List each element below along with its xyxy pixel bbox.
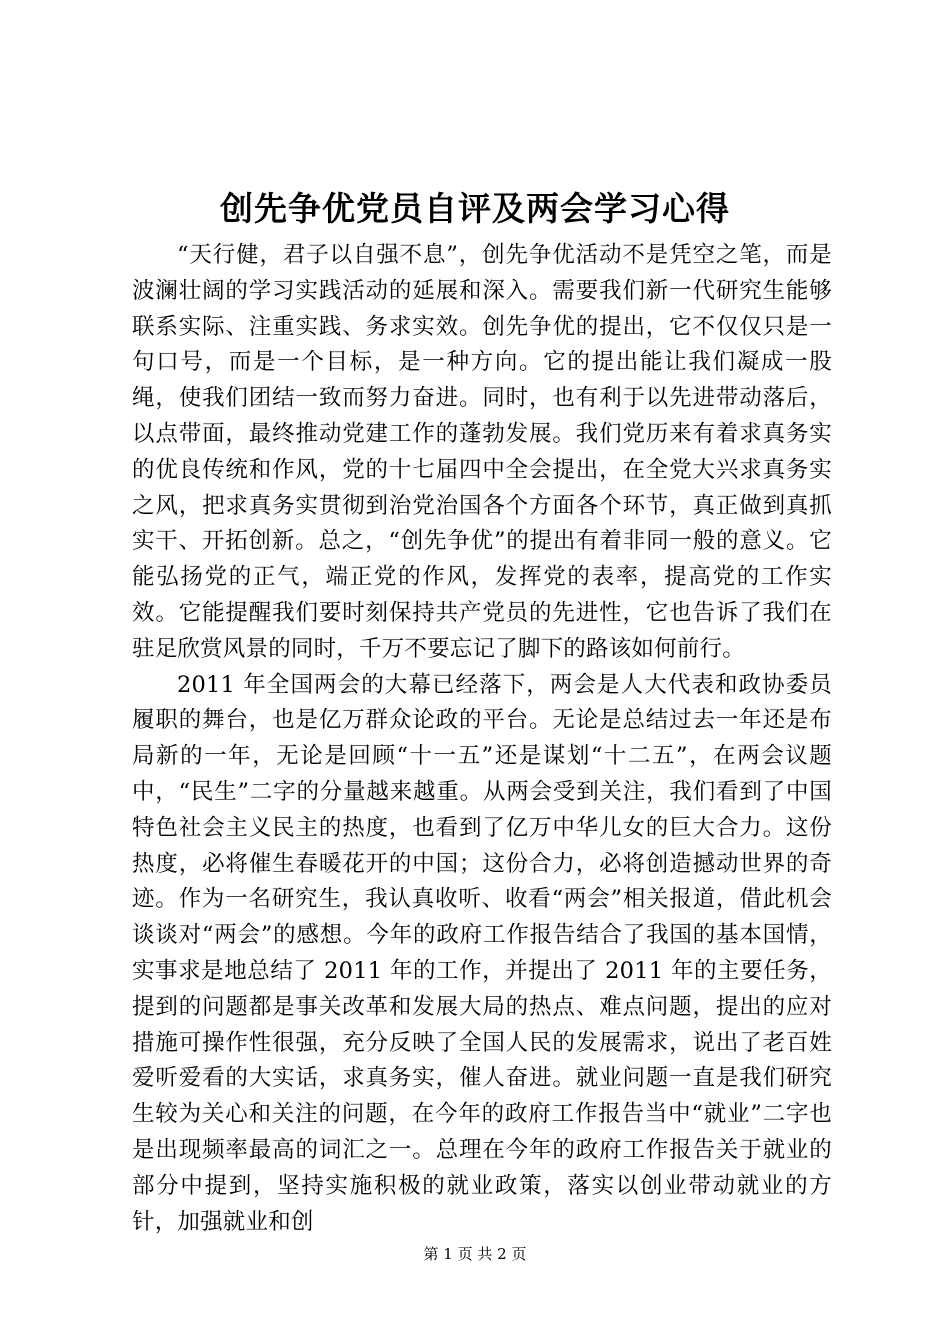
paragraph-2: 2011 年全国两会的大幕已经落下，两会是人大代表和政协委员履职的舞台，也是亿万群众论政的平台。无论是总结过去一年还是布局新的一年，无论是回顾“十一五”还是谋划“十二五”，在两会议题中，“民生”二字的分量越来越重。从两会受到关注，我们看到了中国特色社会主义民主的热度，也看到了亿万中华儿女的巨大合力。这份热度，必将催生春暖花开的中国；这份合力，必将创造撼动世界的奇迹。作为一名研究生，我认真收听、收看“两会”相关报道，借此机会谈谈对“两会”的感想。今年的政府工作报告结合了我国的基本国情，实事求是地总结了 2011 年的工作，并提出了 2011 年的主要任务，提到的问题都是事关改革和发展大局的热点、难点问题，提出的应对措施可操作性很强，充分反映了全国人民的发展需求，说出了老百姓爱听爱看的大实话，求真务实，催人奋进。就业问题一直是我们研究生较为关心和关注的问题，在今年的政府工作报告当中“就业”二字也是出现频率最高的词汇之一。总理在今年的政府工作报告关于就业的部分中提到，坚持实施积极的就业政策，落实以创业带动就业的方针，加强就业和创 (132, 671, 832, 1235)
document-title: 创先争优党员自评及两会学习心得 (220, 189, 730, 228)
page-footer: 第 1 页 共 2 页 (423, 1245, 527, 1263)
document-body (132, 238, 832, 1240)
paragraph-1: “天行健，君子以自强不息”，创先争优活动不是凭空之笔，而是波澜壮阔的学习实践活动的延展和深入。需要我们新一代研究生能够联系实际、注重实践、务求实效。创先争优的提出，它不仅仅只是一句口号，而是一个目标，是一种方向。它的提出能让我们凝成一股绳，使我们团结一致而努力奋进。同时，也有利于以先进带动落后，以点带面，最终推动党建工作的蓬勃发展。我们党历来有着求真务实的优良传统和作风，党的十七届四中全会提出，在全党大兴求真务实之风，把求真务实贯彻到治党治国各个方面各个环节，真正做到真抓实干、开拓创新。总之，“创先争优”的提出有着非同一般的意义。它能弘扬党的正气，端正党的作风，发挥党的表率，提高党的工作实效。它能提醒我们要时刻保持共产党员的先进性，它也告诉了我们在驻足欣赏风景的同时，千万不要忘记了脚下的路该如何前行。 (132, 242, 832, 662)
